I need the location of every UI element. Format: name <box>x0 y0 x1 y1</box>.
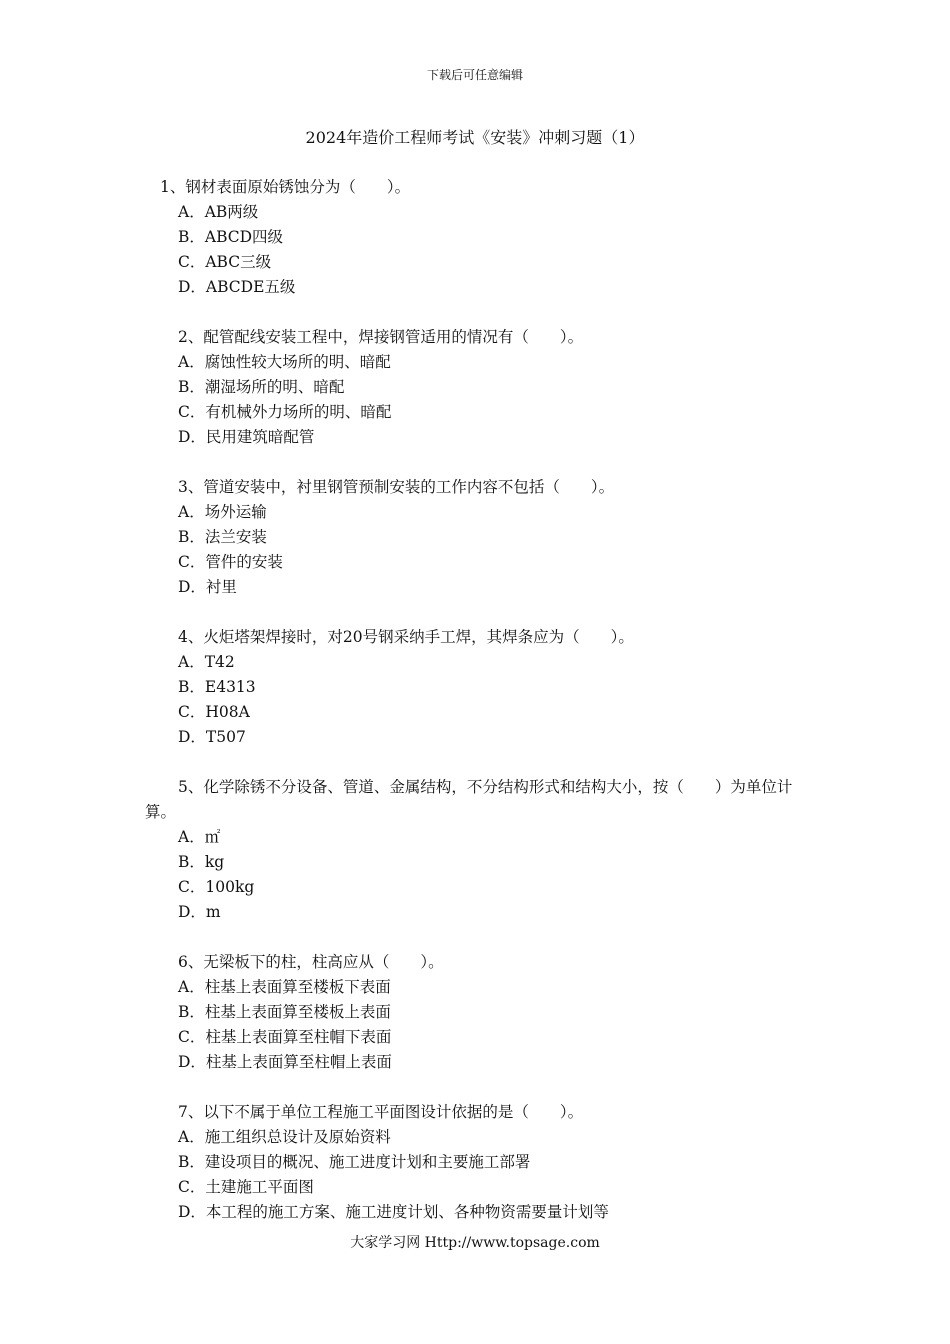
option-b: B．E4313 <box>178 678 256 696</box>
question-stem: 4、火炬塔架焊接时，对20号钢采纳手工焊，其焊条应为（ ）。 <box>178 628 634 646</box>
option-a: A．AB两级 <box>178 203 259 221</box>
footer-site-link[interactable]: 大家学习网 Http://www.topsage.com <box>350 1235 600 1251</box>
option-d: D．柱基上表面算至柱帽上表面 <box>178 1053 392 1071</box>
header-note: 下载后可任意编辑 <box>426 68 523 82</box>
option-c: C．H08A <box>178 703 250 721</box>
question-stem: 1、钢材表面原始锈蚀分为（ ）。 <box>160 178 411 196</box>
question-7 <box>0 1100 950 1225</box>
option-d: D．T507 <box>178 728 246 746</box>
option-d: D．本工程的施工方案、施工进度计划、各种物资需要量计划等 <box>178 1203 609 1221</box>
option-a: A．场外运输 <box>178 503 267 521</box>
question-2 <box>0 325 950 450</box>
option-b: B．法兰安装 <box>178 528 267 546</box>
option-d: D．衬里 <box>178 578 237 596</box>
option-c: C．土建施工平面图 <box>178 1178 314 1196</box>
option-b: B．建设项目的概况、施工进度计划和主要施工部署 <box>178 1153 531 1171</box>
option-a: A．㎡ <box>178 828 221 846</box>
option-b: B．潮湿场所的明、暗配 <box>178 378 345 396</box>
question-4 <box>0 625 950 750</box>
question-stem: 5、化学除锈不分设备、管道、金属结构，不分结构形式和结构大小，按（ ）为单位计算。 <box>145 778 793 821</box>
option-d: D．民用建筑暗配管 <box>178 428 315 446</box>
question-stem: 7、以下不属于单位工程施工平面图设计依据的是（ ）。 <box>178 1103 584 1121</box>
document-title: 2024年造价工程师考试《安装》冲刺习题（1） <box>305 128 645 147</box>
option-a: A．T42 <box>178 653 235 671</box>
question-stem: 2、配管配线安装工程中，焊接钢管适用的情况有（ ）。 <box>178 328 584 346</box>
option-c: C．柱基上表面算至柱帽下表面 <box>178 1028 392 1046</box>
question-1 <box>0 175 950 300</box>
option-c: C．ABC三级 <box>178 253 272 271</box>
option-a: A．柱基上表面算至楼板下表面 <box>178 978 391 996</box>
option-c: C．100kg <box>178 878 255 896</box>
option-a: A．施工组织总设计及原始资料 <box>178 1128 391 1146</box>
option-c: C．有机械外力场所的明、暗配 <box>178 403 392 421</box>
option-d: D．m <box>178 903 221 921</box>
option-c: C．管件的安装 <box>178 553 283 571</box>
question-stem: 3、管道安装中，衬里钢管预制安装的工作内容不包括（ ）。 <box>178 478 615 496</box>
option-b: B．kg <box>178 853 225 871</box>
question-list <box>0 175 950 1250</box>
question-6 <box>0 950 950 1075</box>
option-a: A．腐蚀性较大场所的明、暗配 <box>178 353 391 371</box>
option-b: B．ABCD四级 <box>178 228 284 246</box>
option-b: B．柱基上表面算至楼板上表面 <box>178 1003 391 1021</box>
question-5 <box>0 775 950 925</box>
question-stem: 6、无梁板下的柱，柱高应从（ ）。 <box>178 953 444 971</box>
option-d: D．ABCDE五级 <box>178 278 296 296</box>
question-3 <box>0 475 950 600</box>
